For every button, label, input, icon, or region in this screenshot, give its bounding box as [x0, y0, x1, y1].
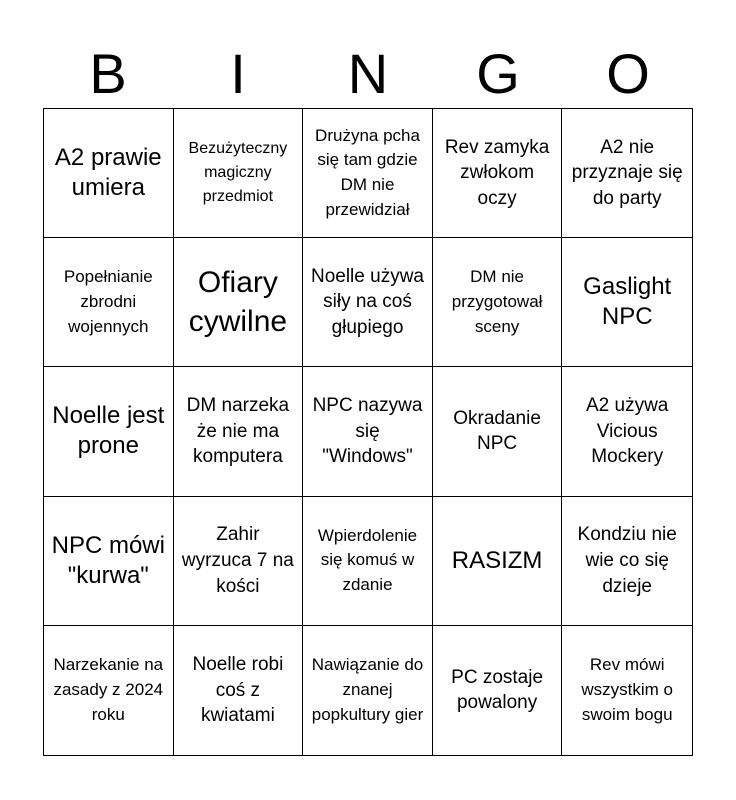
- bingo-cell-r1c1[interactable]: [44, 109, 174, 238]
- bingo-cell-r1c5[interactable]: [562, 109, 692, 238]
- bingo-cell-r4c2[interactable]: [174, 497, 304, 626]
- bingo-cell-text: Rev zamyka zwłokom oczy: [444, 136, 550, 209]
- bingo-cell-text: A2 prawie umiera: [54, 144, 162, 202]
- bingo-cell-text: Popełnianie zbrodni wojennych: [63, 267, 153, 336]
- bingo-cell-r5c5[interactable]: [562, 626, 692, 755]
- header-letter-n: N: [347, 42, 389, 105]
- bingo-cell-text: DM nie przygotował sceny: [451, 267, 543, 336]
- bingo-cell-r1c3[interactable]: [303, 109, 433, 238]
- bingo-cell-text: Noelle robi coś z kwiatami: [192, 653, 284, 727]
- bingo-cell-r4c3[interactable]: [303, 497, 433, 626]
- bingo-cell-r2c3[interactable]: [303, 238, 433, 367]
- bingo-cell-text: A2 nie przyznaje się do party: [571, 136, 683, 209]
- bingo-header: [43, 40, 693, 108]
- bingo-cell-r2c5[interactable]: [562, 238, 692, 367]
- bingo-cell-r4c5[interactable]: [562, 497, 692, 626]
- bingo-cell-text: Nawiązanie do znanej popkultury gier: [311, 655, 424, 724]
- bingo-cell-text: RASIZM: [451, 546, 543, 574]
- header-letter-b: B: [89, 42, 127, 105]
- bingo-cell-text: Kondziu nie wie co się dzieje: [577, 524, 677, 597]
- bingo-cell-r2c1[interactable]: [44, 238, 174, 367]
- bingo-cell-text: Bezużyteczny magiczny przedmiot: [188, 140, 288, 206]
- bingo-cell-r1c4[interactable]: [433, 109, 563, 238]
- bingo-cell-r1c2[interactable]: [174, 109, 304, 238]
- header-letter-g: G: [476, 42, 520, 105]
- bingo-cell-text: Wpierdolenie się komuś w zdanie: [317, 525, 418, 595]
- bingo-cell-text: Gaslight NPC: [583, 273, 672, 331]
- bingo-cell-text: NPC mówi "kurwa": [51, 531, 165, 589]
- bingo-cell-r4c4[interactable]: [433, 497, 563, 626]
- header-letter-i: I: [230, 42, 246, 105]
- bingo-cell-r5c4[interactable]: [433, 626, 563, 755]
- bingo-cell-r5c3[interactable]: [303, 626, 433, 755]
- bingo-cell-text: Noelle jest prone: [52, 402, 165, 460]
- bingo-cell-text: Okradanie NPC: [453, 407, 541, 455]
- bingo-cell-r3c3[interactable]: [303, 367, 433, 496]
- bingo-cell-r4c1[interactable]: [44, 497, 174, 626]
- bingo-cell-r5c2[interactable]: [174, 626, 304, 755]
- bingo-cell-text: A2 używa Vicious Mockery: [586, 395, 669, 468]
- bingo-cell-r3c5[interactable]: [562, 367, 692, 496]
- bingo-cell-r2c2[interactable]: [174, 238, 304, 367]
- bingo-cell-r3c1[interactable]: [44, 367, 174, 496]
- bingo-grid: [43, 108, 693, 756]
- bingo-cell-text: PC zostaje powalony: [451, 666, 544, 714]
- bingo-cell-text: Narzekanie na zasady z 2024 roku: [53, 655, 164, 724]
- bingo-cell-text: DM narzeka że nie ma komputera: [186, 395, 290, 468]
- header-letter-o: O: [606, 42, 650, 105]
- bingo-cell-text: Drużyna pcha się tam gdzie DM nie przewidział: [315, 125, 420, 219]
- bingo-cell-text: Noelle używa siły na coś głupiego: [310, 265, 424, 339]
- bingo-cell-r3c2[interactable]: [174, 367, 304, 496]
- bingo-cell-r5c1[interactable]: [44, 626, 174, 755]
- bingo-cell-r3c4[interactable]: [433, 367, 563, 496]
- bingo-cell-text: Ofiary cywilne: [188, 266, 288, 339]
- bingo-cell-text: NPC nazywa się "Windows": [312, 395, 423, 468]
- bingo-cell-text: Rev mówi wszystkim o swoim bogu: [581, 655, 673, 724]
- bingo-cell-text: Zahir wyrzuca 7 na kości: [181, 524, 294, 597]
- bingo-cell-r2c4[interactable]: [433, 238, 563, 367]
